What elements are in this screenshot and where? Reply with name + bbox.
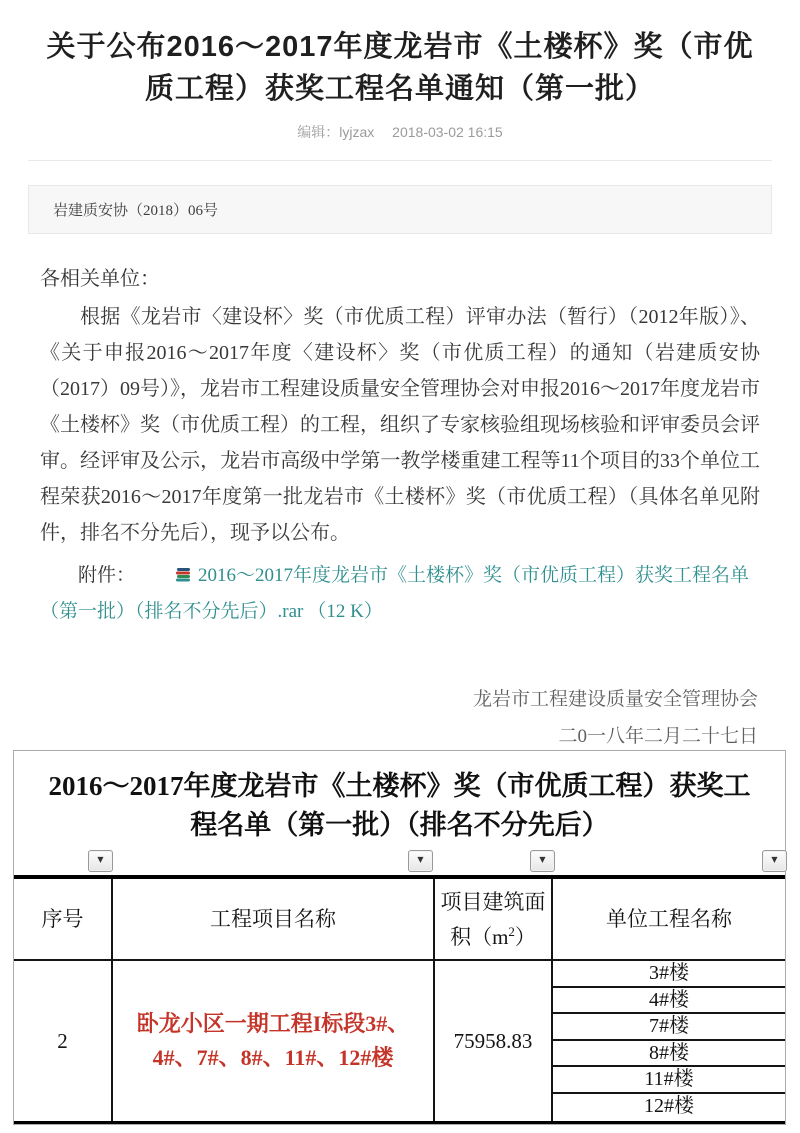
filter-dropdown-project[interactable] [408, 850, 433, 872]
table-row [14, 960, 785, 1123]
filter-dropdown-unit[interactable] [762, 850, 787, 872]
unit-item: 3#楼 [649, 962, 689, 984]
header-unit: 单位工程名称 [552, 877, 785, 960]
header-area: 项目建筑面积$(m^2)$ [434, 877, 552, 960]
doc-number-text: 岩建质安协（2018）06号 [53, 203, 219, 219]
header-divider [28, 160, 772, 161]
signature-date: 二0一八年二月二十七日 [558, 726, 758, 747]
caret-down-icon: ▼ [417, 855, 424, 864]
doc-number-bar [28, 185, 772, 234]
attachment-filename: 2016～2017年度龙岩市《土楼杯》奖（市优质工程）获奖工程名单（第一批）（排名不分先后）.rar [40, 565, 750, 622]
attachment-file-icon [137, 561, 192, 595]
caret-down-icon: ▼ [771, 855, 778, 864]
header-index: 序号 [14, 877, 112, 960]
body-paragraph: 根据《龙岩市〈建设杯〉奖（市优质工程）评审办法（暂行）（2012年版）》、《关于申报2016～2017年度〈建设杯〉奖（市优质工程）的通知（岩建质安协（2017）09号）》，龙岩市工程建设质量安全管理协会对申报2016～2017年度龙岩市《土楼杯》奖（市优质工程）的工程，组织了专家核验组现场核验和评审委员会评审。经评审及公示，龙岩市高级中学第一教学楼重建工程等11个项目的33个单位工程荣获2016～2017年度第一批龙岩市《土楼杯》奖（市优质工程）（具体名单见附件，排名不分先后），现予以公布。 [40, 306, 760, 544]
table-header-row [14, 877, 785, 960]
attachment-label: 附件： [78, 565, 136, 586]
unit-list [553, 961, 785, 1121]
table-title: 2016～2017年度龙岩市《土楼杯》奖（市优质工程）获奖工程名单（第一批）（排名不分先后） [48, 771, 751, 840]
filter-row [14, 845, 785, 875]
signature-org: 龙岩市工程建设质量安全管理协会 [472, 689, 758, 710]
caret-down-icon: ▼ [539, 855, 546, 864]
unit-item: 12#楼 [553, 1092, 785, 1119]
cell-project [112, 960, 434, 1123]
caret-down-icon: ▼ [97, 855, 104, 864]
article-meta [0, 122, 800, 142]
filter-dropdown-index[interactable] [88, 850, 113, 872]
unit-item: 7#楼 [553, 1012, 785, 1039]
editor-name: lyjzax [339, 124, 375, 140]
page-title: 关于公布2016～2017年度龙岩市《土楼杯》奖（市优质工程）获奖工程名单通知（第一批） [46, 31, 754, 105]
unit-item: 8#楼 [553, 1039, 785, 1066]
publish-datetime: 2018-03-02 16:15 [392, 124, 503, 140]
award-table-section [13, 750, 786, 1125]
header-project: 工程项目名称 [112, 877, 434, 960]
attachment-size: （12 K） [307, 601, 383, 622]
cell-index: 2 [14, 960, 112, 1123]
attachment-line [40, 559, 760, 629]
salutation: 各相关单位： [40, 268, 160, 290]
award-table [14, 875, 785, 1124]
filter-dropdown-area[interactable] [530, 850, 555, 872]
cell-area: 75958.83 [434, 960, 552, 1123]
project-name: 卧龙小区一期工程I标段3#、4#、7#、8#、11#、12#楼 [136, 1011, 410, 1070]
editor-label: 编辑： [297, 124, 340, 140]
signature-block [42, 681, 758, 755]
unit-item: 11#楼 [553, 1065, 785, 1092]
unit-item: 4#楼 [553, 986, 785, 1013]
cell-units [552, 960, 785, 1123]
